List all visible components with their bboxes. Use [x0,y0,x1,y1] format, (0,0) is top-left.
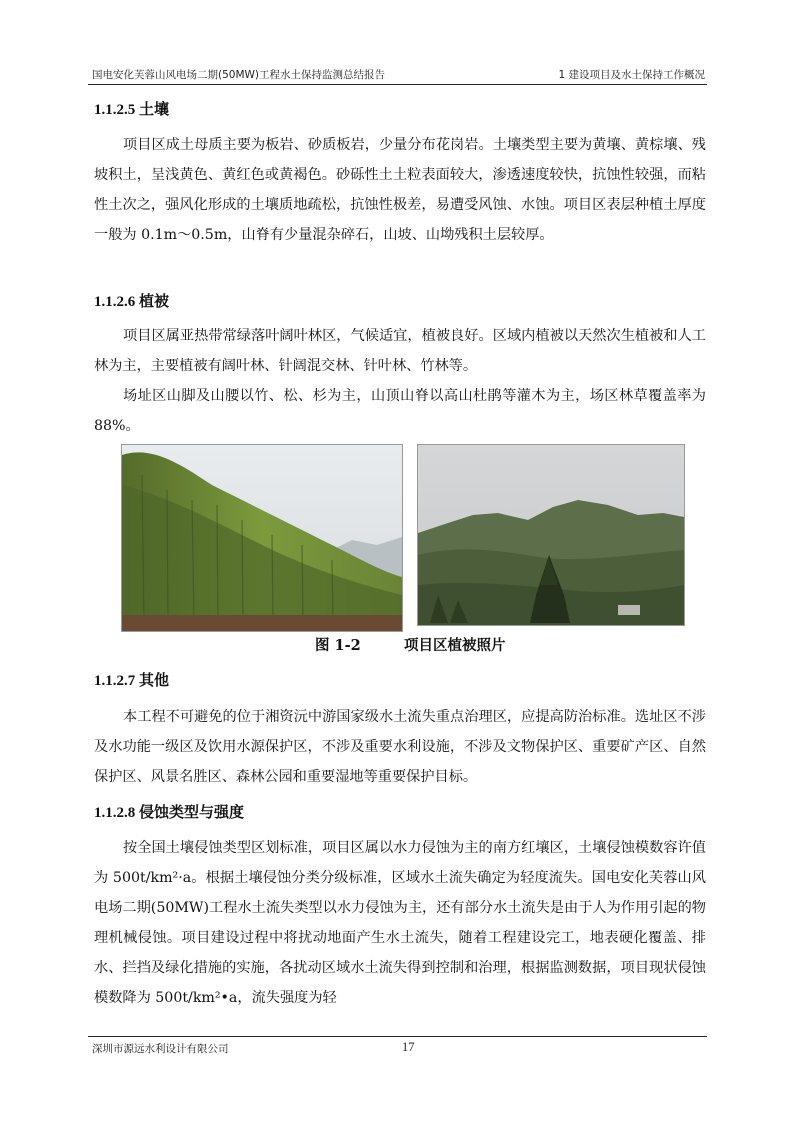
paragraph-other: 本工程不可避免的位于湘资沅中游国家级水土流失重点治理区，应提高防治标准。选址区不涉及水功能一级区及饮用水源保护区，不涉及重要水利设施，不涉及文物保护区、重要矿产区、自然保护区、风景名胜区、森林公园和重要湿地等重要保护目标。 [94,709,706,785]
header-chapter-title: 1 建设项目及水土保持工作概况 [558,69,705,81]
paragraph-soil: 项目区成土母质主要为板岩、砂质板岩，少量分布花岗岩。土壤类型主要为黄壤、黄棕壤、残坡积土，呈浅黄色、黄红色或黄褐色。砂砾性土土粒表面较大，渗透速度较快，抗蚀性较强，而粘性土次之，强风化形成的土壤质地疏松，抗蚀性极差，易遭受风蚀、水蚀。项目区表层种植土厚度一般为 0.1m～0.5m，山脊有少量混杂碎石，山坡、山坳残积土层较厚。 [94,137,706,243]
mountain-landscape-photo [417,444,685,626]
heading-other: 1.1.2.7 其他 [94,673,170,689]
page-header [88,64,707,85]
header-report-title: 国电安化芙蓉山风电场二期(50MW)工程水土保持监测总结报告 [92,69,385,81]
heading-soil: 1.1.2.5 土壤 [94,102,170,118]
figure-caption: 项目区植被照片 [404,637,506,654]
heading-vegetation: 1.1.2.6 植被 [94,294,170,310]
page-number: 17 [402,1040,415,1054]
figure-number: 图 1-2 [315,637,361,654]
paragraph-vegetation-2: 场址区山脚及山腰以竹、松、杉为主，山顶山脊以高山杜鹃等灌木为主，场区林草覆盖率为 88%。 [94,388,706,434]
heading-erosion: 1.1.2.8 侵蚀类型与强度 [94,805,245,821]
footer-company: 深圳市源远水利设计有限公司 [92,1043,229,1055]
paragraph-vegetation-1: 项目区属亚热带常绿落叶阔叶林区，气候适宜，植被良好。区域内植被以天然次生植被和人工林为主，主要植被有阔叶林、针阔混交林、针叶林、竹林等。 [94,328,706,374]
paragraph-erosion: 按全国土壤侵蚀类型区划标准，项目区属以水力侵蚀为主的南方红壤区，土壤侵蚀模数容许值为 500t/km²·a。根据土壤侵蚀分类分级标准，区域水土流失确定为轻度流失。国电安化芙蓉山风电场二期(50MW)工程水土流失类型以水力侵蚀为主，还有部分水土流失是由于人为作用引起的物理机械侵蚀。项目建设过程中将扰动地面产生水土流失，随着工程建设完工，地表硬化覆盖、排水、拦挡及绿化措施的实施，各扰动区域水土流失得到控制和治理，根据监测数据，项目现状侵蚀模数降为 500t/km²•a，流失强度为轻 [94,840,706,1006]
page-footer [88,1036,707,1055]
bamboo-forest-photo [121,444,403,632]
